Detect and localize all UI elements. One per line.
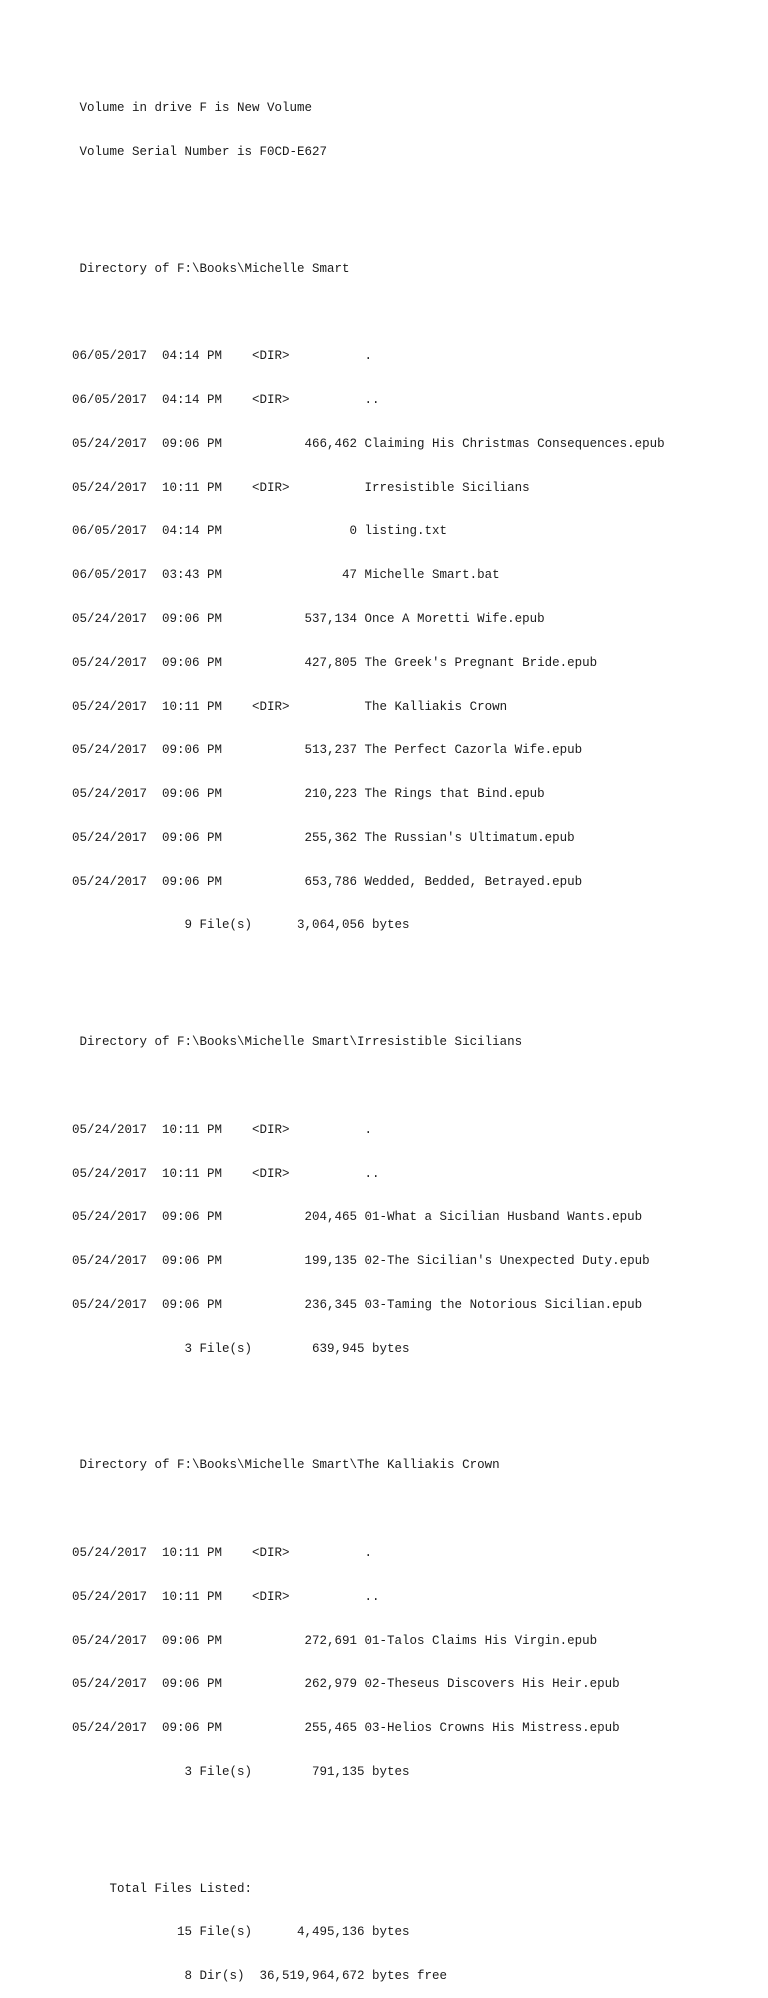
directory-summary: 3 File(s) 791,135 bytes (72, 1764, 410, 1779)
volume-label-line: Volume in drive F is New Volume (72, 101, 313, 116)
listing-row: 05/24/2017 09:06 PM 466,462 Claiming His Christmas Consequences.epub (72, 436, 665, 451)
volume-serial-line: Volume Serial Number is F0CD-E627 (72, 144, 328, 159)
directory-summary: 9 File(s) 3,064,056 bytes (72, 918, 410, 933)
listing-row: 05/24/2017 09:06 PM 427,805 The Greek's Pregnant Bride.epub (72, 655, 598, 670)
listing-row: 05/24/2017 10:11 PM <DIR> . (72, 1545, 373, 1560)
spacer (72, 1079, 762, 1094)
spacer (72, 1502, 762, 1517)
listing-row: 05/24/2017 10:11 PM <DIR> . (72, 1122, 373, 1137)
totals-label: Total Files Listed: (72, 1881, 253, 1896)
directory-summary: 3 File(s) 639,945 bytes (72, 1341, 410, 1356)
listing-row: 05/24/2017 09:06 PM 653,786 Wedded, Bedded, Betrayed.epub (72, 874, 583, 889)
directory-heading: Directory of F:\Books\Michelle Smart\Irresistible Sicilians (72, 1035, 523, 1050)
listing-row: 05/24/2017 09:06 PM 537,134 Once A Moretti Wife.epub (72, 611, 545, 626)
spacer (72, 1809, 762, 1824)
totals-dirs: 8 Dir(s) 36,519,964,672 bytes free (72, 1969, 448, 1984)
listing-row: 05/24/2017 09:06 PM 210,223 The Rings that Bind.epub (72, 787, 545, 802)
listing-row: 05/24/2017 09:06 PM 204,465 01-What a Sicilian Husband Wants.epub (72, 1210, 643, 1225)
directory-heading: Directory of F:\Books\Michelle Smart\The Kalliakis Crown (72, 1458, 500, 1473)
listing-row: 06/05/2017 03:43 PM 47 Michelle Smart.bat (72, 568, 500, 583)
listing-row: 05/24/2017 10:11 PM <DIR> Irresistible Sicilians (72, 480, 530, 495)
listing-row: 06/05/2017 04:14 PM 0 listing.txt (72, 524, 448, 539)
directory-heading: Directory of F:\Books\Michelle Smart (72, 261, 350, 276)
listing-row: 06/05/2017 04:14 PM <DIR> . (72, 349, 373, 364)
listing-row: 05/24/2017 10:11 PM <DIR> The Kalliakis Crown (72, 699, 508, 714)
totals-files: 15 File(s) 4,495,136 bytes (72, 1925, 410, 1940)
spacer (72, 189, 762, 204)
listing-row: 05/24/2017 09:06 PM 513,237 The Perfect Cazorla Wife.epub (72, 743, 583, 758)
listing-row: 05/24/2017 09:06 PM 262,979 02-Theseus Discovers His Heir.epub (72, 1677, 620, 1692)
listing-row: 05/24/2017 09:06 PM 199,135 02-The Sicilian's Unexpected Duty.epub (72, 1254, 650, 1269)
listing-row: 05/24/2017 10:11 PM <DIR> .. (72, 1589, 380, 1604)
spacer (72, 1385, 762, 1400)
listing-row: 05/24/2017 10:11 PM <DIR> .. (72, 1166, 380, 1181)
listing-row: 05/24/2017 09:06 PM 272,691 01-Talos Claims His Virgin.epub (72, 1633, 598, 1648)
spacer (72, 306, 762, 321)
listing-row: 05/24/2017 09:06 PM 236,345 03-Taming the Notorious Sicilian.epub (72, 1297, 643, 1312)
listing-row: 06/05/2017 04:14 PM <DIR> .. (72, 393, 380, 408)
directory-listing (72, 72, 762, 1998)
listing-row: 05/24/2017 09:06 PM 255,362 The Russian's Ultimatum.epub (72, 830, 575, 845)
listing-row: 05/24/2017 09:06 PM 255,465 03-Helios Crowns His Mistress.epub (72, 1721, 620, 1736)
spacer (72, 962, 762, 977)
